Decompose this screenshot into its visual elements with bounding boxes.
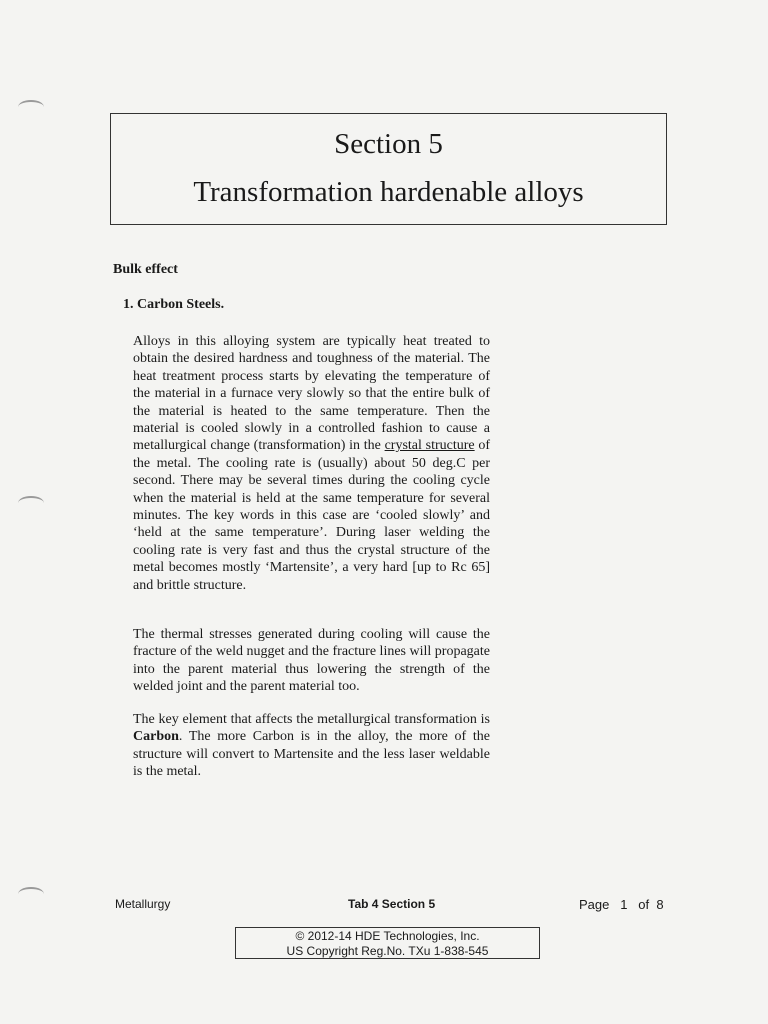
footer-page-number: Page 1 of 8 [579,897,664,912]
binder-hole-mark [18,887,44,901]
heading-carbon-steels: 1. Carbon Steels. [123,297,225,312]
paragraph-carbon-element [133,711,490,781]
page-title: Transformation hardenable alloys [193,176,584,208]
copyright-box [235,927,540,959]
paragraph-text: Alloys in this alloying system are typically heat treated to obtain the desired hardness and toughness of the material. The heat treatment process starts by elevating the temperature of the material in a furnace very slowly so that the entire bulk of the material is heated to the same temperature. Then the material is cooled slowly in a controlled fashion to cause a metallurgical change (transformation) in the [133,334,490,454]
paragraph-text: The key element that affects the metallurgical transformation is [133,712,490,727]
crystal-structure-term: crystal structure [384,438,475,454]
binder-hole-mark [18,100,44,114]
section-number: Section 5 [334,128,443,160]
paragraph-text: of the metal. The cooling rate is (usually) about 50 deg.C per second. There may be several times during the cooling cycle when the material is held at the same temperature for several minutes. The key words in this case are ‘cooled slowly’ and ‘held at the same temperature’. During laser welding the cooling rate is very fast and thus the crystal structure of the metal becomes mostly ‘Martensite’, a very hard [up to Rc 65] and brittle structure. [133,438,491,593]
paragraph-heat-treatment [133,333,490,594]
title-box [110,113,667,225]
footer-subject: Metallurgy [115,897,171,911]
paragraph-thermal-stresses: The thermal stresses generated during cooling will cause the fracture of the weld nugget and the fracture lines will propagate into the parent material thus lowering the strength of the welded joint and the parent material too. [133,627,490,695]
binder-hole-mark [18,496,44,510]
paragraph-text: . The more Carbon is in the alloy, the more of the structure will convert to Martensite and the less laser weldable is the metal. [133,729,490,780]
heading-bulk-effect: Bulk effect [113,262,178,277]
copyright-registration: US Copyright Reg.No. TXu 1-838-545 [286,944,489,958]
copyright-line: © 2012-14 HDE Technologies, Inc. [295,929,480,943]
footer-tab-section: Tab 4 Section 5 [348,897,436,911]
carbon-term: Carbon [133,729,179,745]
